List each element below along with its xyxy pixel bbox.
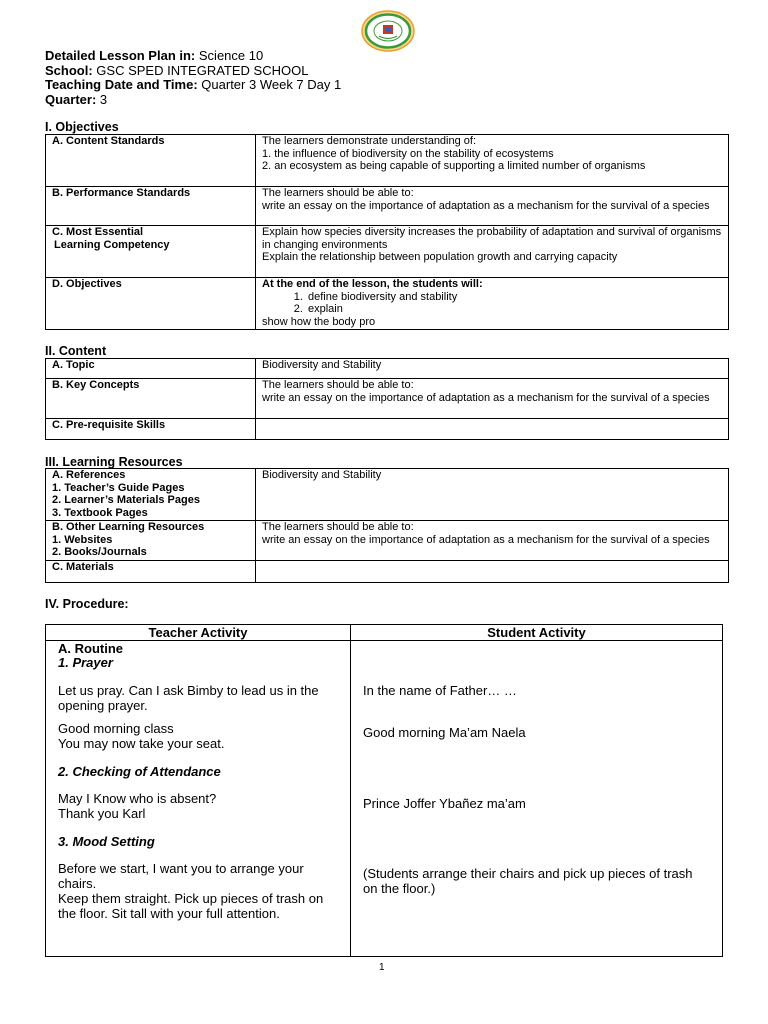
other-resources-value [256,521,729,561]
other-resources-label-line: 2. Books/Journals [52,546,147,559]
page-number: 1 [379,962,385,973]
objectives-table [45,134,729,330]
other-resources-line: The learners should be able to: [262,521,414,533]
competency-value [256,226,729,278]
objectives-value [256,278,729,330]
quarter-row [45,93,341,108]
mood-teacher-text: Keep them straight. Pick up pieces of trash on the floor. Sit tall with your full attention. [58,891,324,921]
routine-label: A. Routine [58,641,123,656]
resources-table [45,468,729,583]
objectives-intro: At the end of the lesson, the students will: [262,278,483,290]
greeting-teacher-line: Good morning class [58,721,174,736]
key-concepts-line: write an essay on the importance of adaptation as a mechanism for the survival of a species [262,391,710,404]
procedure-title: IV. Procedure: [45,597,129,611]
competency-label-line: Learning Competency [54,238,170,251]
prereq-label: C. Pre-requisite Skills [46,419,256,440]
other-resources-label [46,521,256,561]
prereq-value [256,419,729,440]
procedure-table [45,624,723,957]
school-value: GSC SPED INTEGRATED SCHOOL [96,62,309,78]
procedure-header-row [46,625,723,641]
competency-line: Explain how species diversity increases the probability of adaptation and survival of organisms in changing environments [262,226,722,251]
references-row [46,469,729,521]
teacher-activity-header: Teacher Activity [46,625,351,641]
content-title: II. Content [45,344,107,358]
objectives-list [262,291,722,316]
other-resources-label-line: 1. Websites [52,533,113,546]
quarter-label: Quarter: [45,91,97,107]
mood-teacher-text: Before we start, I want you to arrange your chairs. [58,861,304,891]
content-standards-value [256,135,729,187]
competency-label [46,226,256,278]
other-resources-line: write an essay on the importance of adaptation as a mechanism for the survival of a species [262,533,710,546]
school-label: School: [45,62,93,78]
teaching-row [45,78,341,93]
mood-student-text: (Students arrange their chairs and pick up pieces of trash on the floor.) [363,866,693,896]
content-standards-label: A. Content Standards [46,135,256,187]
performance-standards-label: B. Performance Standards [46,187,256,226]
objectives-extra: show how the body pro [262,315,376,328]
topic-row [46,359,729,379]
school-row [45,64,341,79]
greeting-teacher-line: You may now take your seat. [58,736,225,751]
materials-label: C. Materials [46,561,256,583]
materials-value [256,561,729,583]
objective-item: 1. define biodiversity and stability [306,291,722,304]
objectives-row [46,278,729,330]
plan-value: Science 10 [198,48,264,63]
objectives-title: I. Objectives [45,120,119,134]
references-label-line: 2. Learner’s Materials Pages [52,494,200,507]
school-seal-logo [361,10,415,52]
materials-row [46,561,729,583]
student-activity-cell [351,641,723,957]
mood-heading [58,834,338,849]
key-concepts-row [46,379,729,419]
performance-standards-line: write an essay on the importance of adaptation as a mechanism for the survival of a species [262,199,710,212]
content-table [45,358,729,440]
attendance-student-text: Prince Joffer Ybañez ma’am [363,796,526,811]
topic-value: Biodiversity and Stability [256,359,729,379]
teaching-value: Quarter 3 Week 7 Day 1 [201,77,342,92]
attendance-heading-label: 2. Checking of Attendance [58,764,221,779]
performance-standards-line: The learners should be able to: [262,187,414,199]
prayer-teacher-text: Let us pray. Can I ask Bimby to lead us in the opening prayer. [58,683,319,713]
performance-standards-value [256,187,729,226]
competency-row [46,226,729,278]
topic-label: A. Topic [46,359,256,379]
procedure-body-row [46,641,723,957]
key-concepts-value [256,379,729,419]
resources-title: III. Learning Resources [45,455,183,469]
attendance-teacher-line: Thank you Karl [58,806,146,821]
greeting-student-text: Good morning Ma’am Naela [363,725,526,740]
references-label-line: 3. Textbook Pages [52,506,148,519]
competency-line: Explain the relationship between population growth and carrying capacity [262,251,618,264]
plan-row [45,49,341,64]
mood-heading-label: 3. Mood Setting [58,834,155,849]
other-resources-row [46,521,729,561]
content-standards-line: 2. an ecosystem as being capable of supporting a limited number of organisms [262,160,646,173]
references-label-line: A. References [52,469,126,481]
content-standards-line: The learners demonstrate understanding of: [262,135,477,147]
references-label-line: 1. Teacher’s Guide Pages [52,481,185,494]
prayer-student-text: In the name of Father… … [363,683,517,698]
other-resources-label-line: B. Other Learning Resources [52,521,205,533]
references-label [46,469,256,521]
attendance-teacher-line: May I Know who is absent? [58,791,217,806]
objective-item: 2. explain [306,303,722,316]
lesson-header [45,49,341,107]
attendance-heading [58,764,338,779]
student-activity-header: Student Activity [351,625,723,641]
plan-label: Detailed Lesson Plan in: [45,48,196,63]
key-concepts-label: B. Key Concepts [46,379,256,419]
teaching-label: Teaching Date and Time: [45,77,198,92]
competency-label-line: C. Most Essential [52,226,144,238]
key-concepts-line: The learners should be able to: [262,379,414,391]
performance-standards-row [46,187,729,226]
prereq-row [46,419,729,440]
prayer-heading [58,655,338,670]
references-value: Biodiversity and Stability [256,469,729,521]
objectives-label: D. Objectives [46,278,256,330]
content-standards-line: 1. the influence of biodiversity on the stability of ecosystems [262,147,554,160]
routine-heading [58,641,338,656]
content-standards-row [46,135,729,187]
quarter-value: 3 [99,91,108,107]
teacher-activity-cell [46,641,351,957]
prayer-heading-label: 1. Prayer [58,655,113,670]
